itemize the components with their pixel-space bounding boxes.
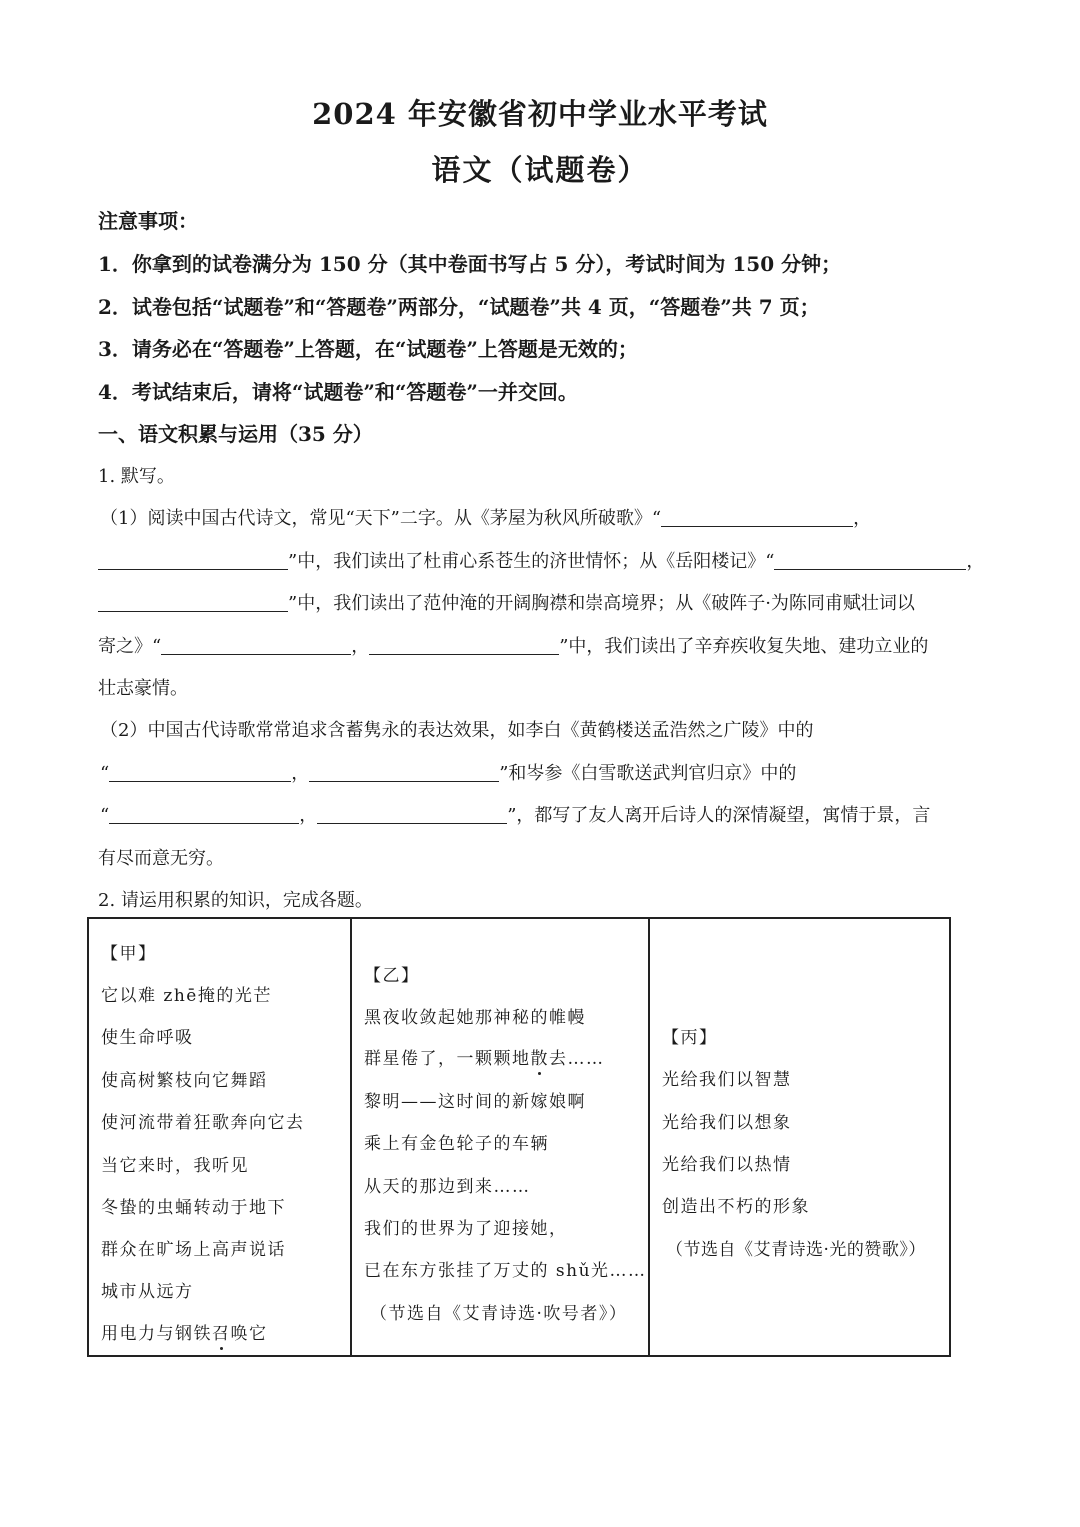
question-text: ”中，我们读出了范仲淹的开阔胸襟和崇高境界；从《破阵子·为陈同甫赋壮词以 [288,593,915,614]
poem-line: 黎明——这时间的新嫁娘啊 [364,1092,586,1112]
answer-blank[interactable] [161,634,351,655]
answer-blank[interactable] [774,549,966,570]
question-text: （1）阅读中国古代诗文，常见“天下”二字。从《茅屋为秋风所破歌》“ [100,508,662,529]
question-1-line: （2）中国古代诗歌常常追求含蓄隽永的表达效果，如李白《黄鹤楼送孟浩然之广陵》中的 [100,720,814,741]
question-text: ”中，我们读出了杜甫心系苍生的济世情怀；从《岳阳楼记》“ [288,551,775,572]
question-1-label: 1. 默写。 [98,466,175,487]
poem-line: 从天的那边到来…… [364,1177,531,1197]
poem-tag: 【乙】 [364,966,420,986]
poem-cell-jia [89,919,352,1355]
poem-line: 光给我们以热情 [662,1155,792,1175]
answer-blank[interactable] [98,549,288,570]
answer-blank[interactable] [369,634,559,655]
poem-cell-yi [352,919,650,1355]
question-text: ， [291,763,310,784]
exam-title: 2024 年安徽省初中学业水平考试 [312,97,768,131]
poem-line: 群众在旷场上高声说话 [101,1240,286,1260]
poem-table [87,917,951,1357]
answer-blank[interactable] [98,591,288,612]
notice-item-2: 2．试卷包括“试题卷”和“答题卷”两部分，“试题卷”共 4 页，“答题卷”共 7 页； [98,295,820,319]
poem-line: 冬蛰的虫蛹转动于地下 [101,1198,286,1218]
answer-blank[interactable] [109,803,299,824]
question-text: ”，都写了友人离开后诗人的深情凝望，寓情于景，言 [507,805,931,826]
poem-cell-bing [650,919,949,1355]
question-1-line [100,759,796,785]
poem-line: 黑夜收敛起她那神秘的帷幔 [364,1008,586,1028]
question-2-label: 2. 请运用积累的知识，完成各题。 [98,890,373,911]
poem-line [101,1319,268,1344]
question-text: “ [100,763,110,784]
notice-item-3: 3．请务必在“答题卷”上答题，在“试题卷”上答题是无效的； [98,337,638,361]
answer-blank[interactable] [309,761,499,782]
question-text: ， [299,805,318,826]
poem-tag: 【甲】 [101,944,157,964]
poem-tag: 【丙】 [662,1028,718,1048]
emphasized-char: 散 [530,1049,549,1069]
notice-item-1: 1．你拿到的试卷满分为 150 分（其中卷面书写占 5 分），考试时间为 150 分钟； [98,252,842,276]
poem-source: （节选自《艾青诗选·光的赞歌》） [666,1240,926,1260]
poem-text: 群星倦了，一颗颗地 [364,1049,531,1069]
exam-subtitle: 语文（试题卷） [431,153,649,187]
question-1-line [98,547,984,573]
poem-line: 当它来时，我听见 [101,1156,249,1176]
poem-line: 光给我们以想象 [662,1113,792,1133]
question-text: 寄之》“ [98,636,162,657]
poem-line: 已在东方张挂了万丈的 shǔ光…… [364,1261,647,1281]
poem-line: 创造出不朽的形象 [662,1197,810,1217]
poem-line [364,1044,605,1069]
question-text: ， [351,636,370,657]
poem-source: （节选自《艾青诗选·吹号者》） [370,1304,628,1324]
poem-line: 光给我们以智慧 [662,1070,792,1090]
emphasized-char: 召 [212,1324,231,1344]
answer-blank[interactable] [317,803,507,824]
poem-line: 我们的世界为了迎接她， [364,1219,568,1239]
answer-blank[interactable] [661,506,853,527]
poem-line: 乘上有金色轮子的车辆 [364,1134,549,1154]
poem-line: 使河流带着狂歌奔向它去 [101,1113,305,1133]
section-heading: 一、语文积累与运用（35 分） [98,422,373,446]
question-text: ”中，我们读出了辛弃疾收复失地、建功立业的 [559,636,929,657]
question-text: ， [853,508,872,529]
question-1-line: 有尽而意无穷。 [98,848,224,869]
poem-line: 使高树繁枝向它舞蹈 [101,1071,268,1091]
poem-line: 城市从远方 [101,1282,194,1302]
question-text: “ [100,805,110,826]
poem-text: 唤它 [230,1324,268,1344]
poem-line: 它以难 zhē掩的光芒 [101,986,272,1006]
question-1-line [98,632,928,658]
notice-heading: 注意事项： [98,209,198,233]
poem-line: 使生命呼吸 [101,1028,194,1048]
poem-text: 去…… [549,1049,605,1069]
poem-text: 用电力与钢铁 [101,1324,212,1344]
question-1-line: 壮志豪情。 [98,678,188,699]
question-text: ， [966,551,985,572]
notice-item-4: 4．考试结束后，请将“试题卷”和“答题卷”一并交回。 [98,380,578,404]
answer-blank[interactable] [109,761,291,782]
question-1-line [100,504,871,530]
question-1-line [98,589,915,615]
question-1-line [100,801,930,827]
question-text: ”和岑参《白雪歌送武判官归京》中的 [499,763,797,784]
